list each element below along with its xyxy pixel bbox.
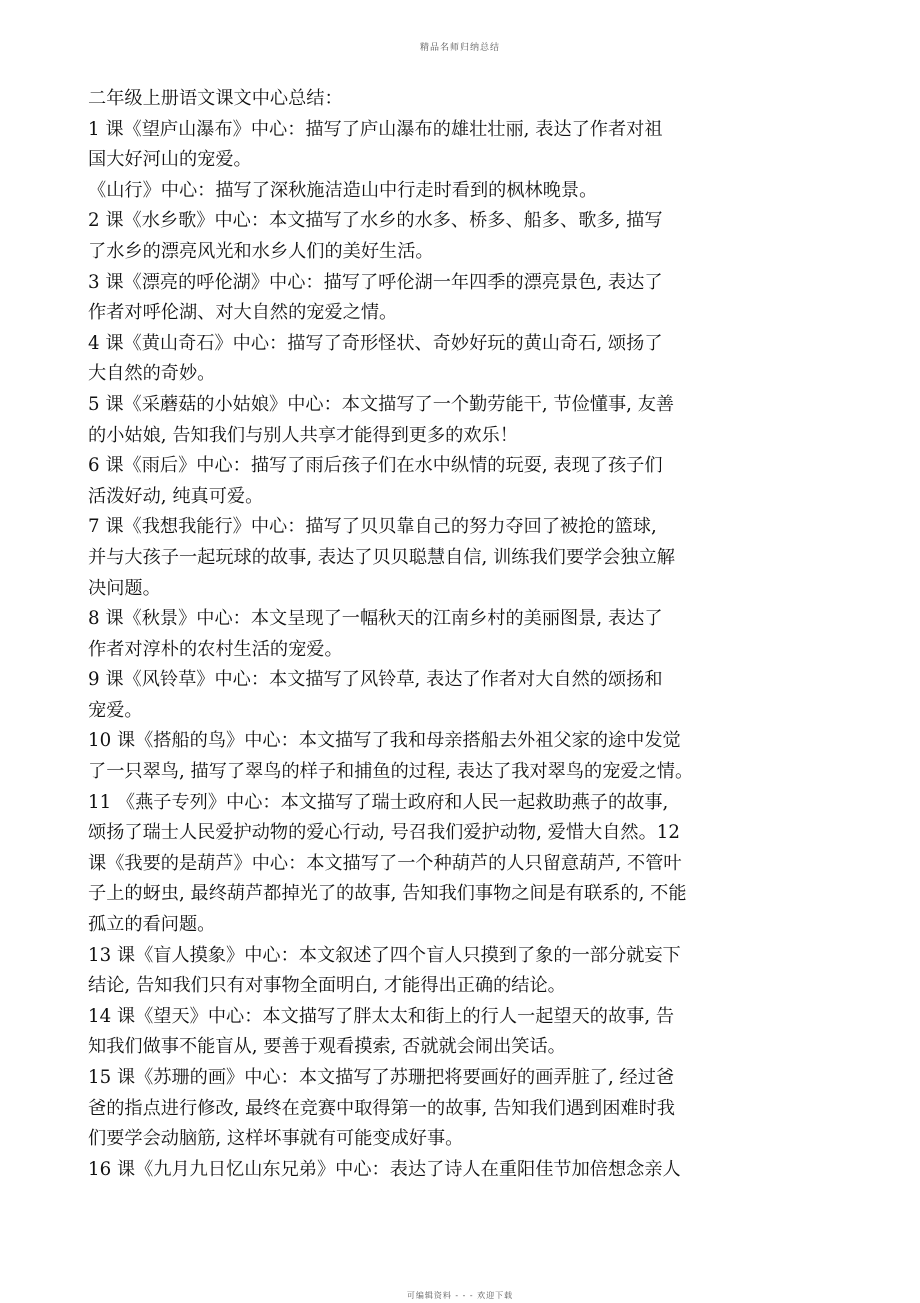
text-line: 作者对呼伦湖、对大自然的宠爱之情。 — [88, 302, 398, 324]
text-line: 并与大孩子一起玩球的故事, 表达了贝贝聪慧自信, 训练我们要学会独立解 — [88, 546, 675, 568]
text-line: 《山行》中心：描写了深秋施洁造山中行走时看到的枫林晚景。 — [88, 179, 598, 201]
text-line: 9 课《风铃草》中心：本文描写了风铃草, 表达了作者对大自然的颂扬和 — [88, 669, 663, 691]
text-line: 们要学会动脑筋, 这样坏事就有可能变成好事。 — [88, 1128, 464, 1150]
text-line: 大自然的奇妙。 — [88, 363, 216, 385]
page-footer: 可编辑资料 - - - 欢迎下载 — [406, 1291, 514, 1300]
text-line: 8 课《秋景》中心：本文呈现了一幅秋天的江南乡村的美丽图景, 表达了 — [88, 608, 663, 630]
text-line: 活泼好动, 纯真可爱。 — [88, 485, 264, 507]
text-line: 国大好河山的宠爱。 — [88, 149, 252, 171]
text-line: 7 课《我想我能行》中心：描写了贝贝靠自己的努力夺回了被抢的篮球, — [88, 516, 657, 538]
text-line: 14 课《望天》中心：本文描写了胖太太和街上的行人一起望天的故事, 告 — [88, 1005, 675, 1027]
text-line: 6 课《雨后》中心：描写了雨后孩子们在水中纵情的玩耍, 表现了孩子们 — [88, 455, 663, 477]
text-line: 13 课《盲人摸象》中心：本文叙述了四个盲人只摸到了象的一部分就妄下 — [88, 944, 681, 966]
text-line: 作者对淳朴的农村生活的宠爱。 — [88, 638, 343, 660]
text-line: 了一只翠鸟, 描写了翠鸟的样子和捕鱼的过程, 表达了我对翠鸟的宠爱之情。 — [88, 761, 694, 783]
text-line: 15 课《苏珊的画》中心：本文描写了苏珊把将要画好的画弄脏了, 经过爸 — [88, 1067, 675, 1088]
page-header: 精品名师归纳总结 — [419, 43, 500, 53]
text-line: 爸的指点进行修改, 最终在竞赛中取得第一的故事, 告知我们遇到困难时我 — [88, 1097, 675, 1119]
text-line: 4 课《黄山奇石》中心：描写了奇形怪状、奇妙好玩的黄山奇石, 颂扬了 — [88, 332, 663, 354]
text-line: 决问题。 — [88, 577, 161, 599]
text-line: 11 《燕子专列》中心：本文描写了瑞士政府和人民一起救助燕子的故事, — [88, 791, 669, 813]
text-line: 宠爱。 — [88, 699, 143, 721]
document-title: 二年级上册语文课文中心总结： — [88, 88, 343, 109]
document-body — [88, 84, 803, 1185]
text-line: 16 课《九月九日忆山东兄弟》中心：表达了诗人在重阳佳节加倍想念亲人 — [88, 1158, 681, 1180]
text-line: 颂扬了瑞士人民爱护动物的爱心行动, 号召我们爱护动物, 爱惜大自然。12 — [88, 822, 680, 844]
text-line: 2 课《水乡歌》中心：本文描写了水乡的水多、桥多、船多、歌多, 描写 — [88, 210, 663, 232]
text-line: 了水乡的漂亮风光和水乡人们的美好生活。 — [88, 240, 434, 262]
text-line: 孤立的看问题。 — [88, 914, 216, 936]
text-line: 1 课《望庐山瀑布》中心：描写了庐山瀑布的雄壮壮丽, 表达了作者对祖 — [88, 118, 663, 140]
text-line: 5 课《采蘑菇的小姑娘》中心：本文描写了一个勤劳能干, 节俭懂事, 友善 — [88, 393, 675, 415]
text-line: 3 课《漂亮的呼伦湖》中心：描写了呼伦湖一年四季的漂亮景色, 表达了 — [88, 271, 663, 293]
text-line: 子上的蚜虫, 最终葫芦都掉光了的故事, 告知我们事物之间是有联系的, 不能 — [88, 883, 687, 905]
text-line: 知我们做事不能盲从, 要善于观看摸索, 否就就会闹出笑话。 — [88, 1036, 566, 1058]
text-line: 的小姑娘, 告知我们与别人共享才能得到更多的欢乐！ — [88, 424, 518, 446]
text-line: 10 课《搭船的鸟》中心：本文描写了我和母亲搭船去外祖父家的途中发觉 — [88, 730, 681, 752]
text-line: 课《我要的是葫芦》中心：本文描写了一个种葫芦的人只留意葫芦, 不管叶 — [88, 852, 682, 874]
text-line: 结论, 告知我们只有对事物全面明白, 才能得出正确的结论。 — [88, 975, 566, 997]
